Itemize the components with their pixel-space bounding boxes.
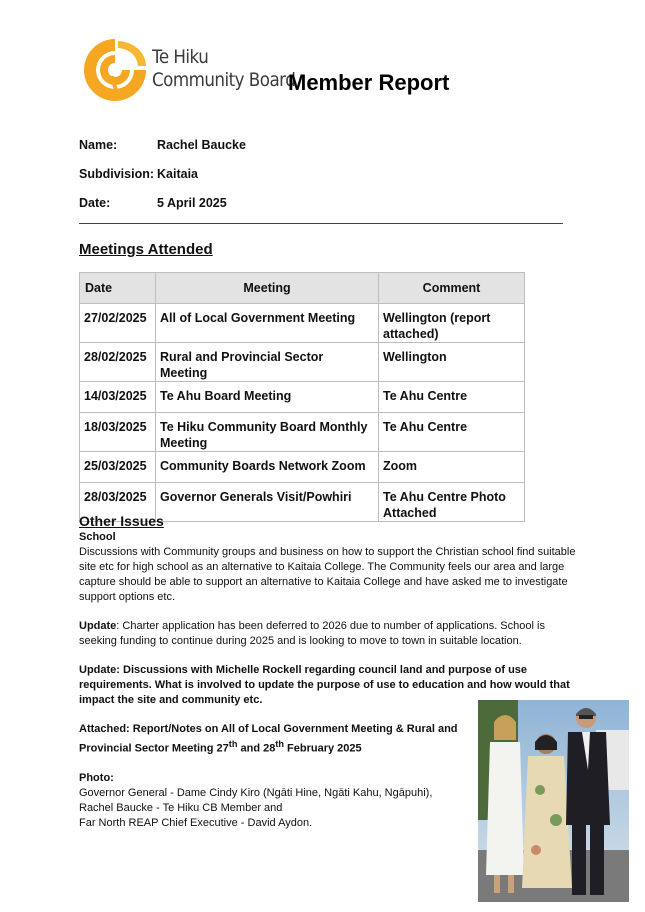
row-comment: Te Ahu Centre [379,382,525,413]
row-meeting: Rural and Provincial Sector Meeting [156,343,379,382]
row-meeting: Te Hiku Community Board Monthly Meeting [156,413,379,452]
attached-text-c: February 2025 [284,742,362,755]
subdivision-value: Kaitaia [157,167,198,181]
attached-text-a: Attached: Report/Notes on All of Local Government Meeting & Rural and Provincial Sector Meeting 27 [79,723,458,755]
row-date: 28/02/2025 [80,343,156,382]
row-date: 18/03/2025 [80,413,156,452]
photo-label: Photo: [79,771,114,784]
update-label: Update [79,620,117,632]
row-comment: Wellington (report attached) [379,304,525,343]
community-board-logo [80,36,150,102]
column-header-meeting: Meeting [156,273,379,304]
brand-line-2: Community Board [152,69,296,91]
row-meeting: Community Boards Network Zoom [156,452,379,483]
table-header-row [80,273,525,304]
meetings-table [79,272,525,522]
table-row [80,452,525,483]
row-date: 27/02/2025 [80,304,156,343]
brand-name [152,46,295,92]
column-header-comment: Comment [379,273,525,304]
row-date: 25/03/2025 [80,452,156,483]
column-header-date: Date [80,273,156,304]
row-meeting: All of Local Government Meeting [156,304,379,343]
header-divider [79,223,563,224]
photo-caption-line-3: Far North REAP Chief Executive - David Aydon. [79,816,313,829]
date-field [79,196,227,210]
date-label: Date: [79,196,111,210]
table-row [80,413,525,452]
update-charter [79,619,579,649]
attached-sup-2: th [275,739,284,749]
date-value: 5 April 2025 [157,196,227,210]
subdivision-label: Subdivision: [79,167,154,181]
row-meeting: Governor Generals Visit/Powhiri [156,483,379,522]
row-comment: Zoom [379,452,525,483]
school-subheading: School [79,531,116,543]
meetings-heading: Meetings Attended [79,241,213,258]
row-comment: Te Ahu Centre [379,413,525,452]
update-charter-text: : Charter application has been deferred to 2026 due to number of applications. School is seeking funding to continue during 2025 and is looking to move to town in suitable location. [79,620,545,647]
name-value: Rachel Baucke [157,138,246,152]
school-paragraph: Discussions with Community groups and business on how to support the Christian school find suitable site etc for high school as an alternative to Kaitaia College. The Community feels our area and large capture should be able to support an alternative to Kaitaia College and have asked me to investigate support options etc. [79,546,576,603]
attached-text-b: and 28 [237,742,276,755]
update-council-land: Update: Discussions with Michelle Rockell regarding council land and purpose of use requirements. What is involved to update the purpose of use to education and how would that impact the site and community etc. [79,664,570,706]
attached-note [79,722,459,757]
attached-sup-1: th [228,739,238,749]
name-field [79,138,246,152]
other-issues-heading: Other Issues [79,513,164,529]
name-label: Name: [79,138,118,152]
table-row [80,343,525,382]
group-photo [478,700,629,902]
table-row [80,304,525,343]
photo-caption-line-1: Governor General - Dame Cindy Kiro (Ngāti Hine, Ngāti Kahu, Ngāpuhi), [79,786,433,799]
photo-caption-line-2: Rachel Baucke - Te Hiku CB Member and [79,801,283,814]
subdivision-field [79,167,198,181]
row-comment: Te Ahu Centre Photo Attached [379,483,525,522]
brand-line-1: Te Hiku [152,46,209,68]
table-row [80,382,525,413]
row-date: 28/03/2025 [80,483,156,522]
report-title: Member Report [288,70,450,95]
row-comment: Wellington [379,343,525,382]
row-date: 14/03/2025 [80,382,156,413]
row-meeting: Te Ahu Board Meeting [156,382,379,413]
